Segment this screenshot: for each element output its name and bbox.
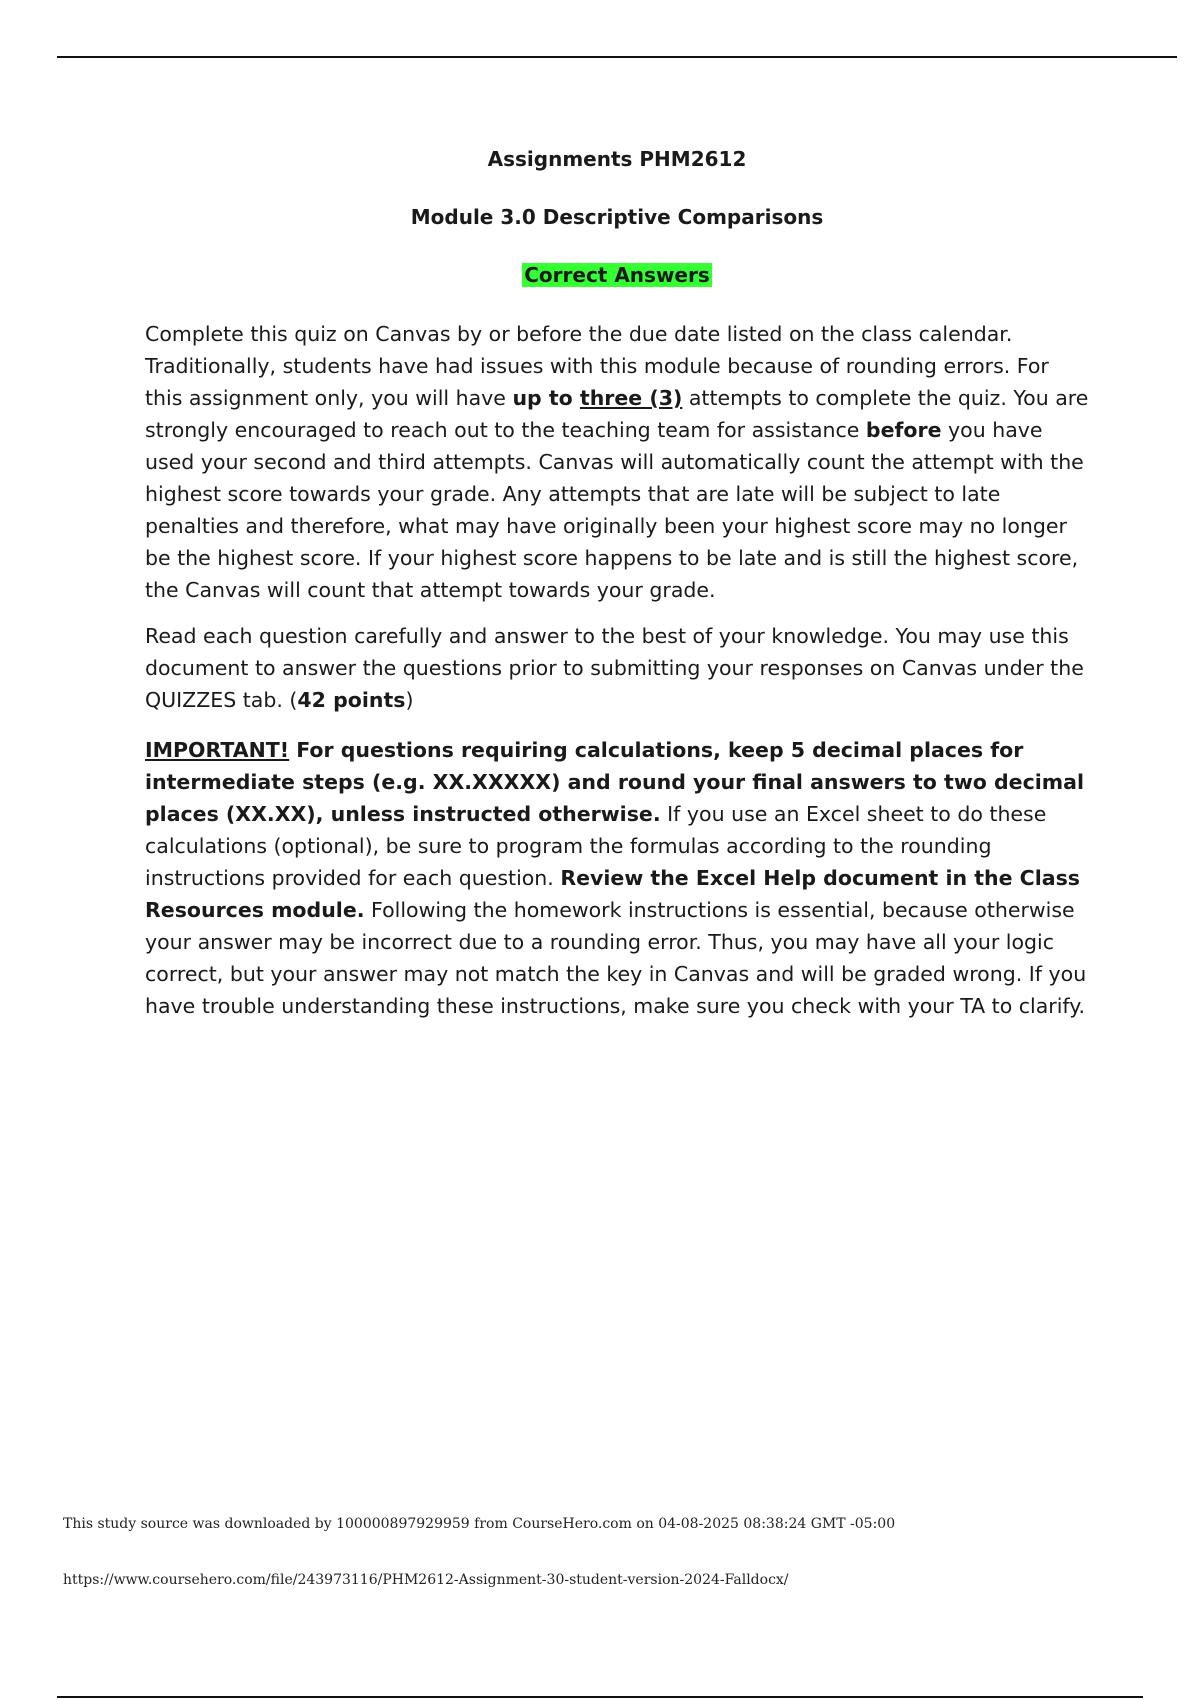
text-run: you have used your second and third attempts. Canvas will automatically count the attempt with the highest score towards your grade. Any attempts that are late will be subject to late penalties and therefore, what may have originally been your highest score may no longer be the highest score. If your highest score happens to be late and is still the highest score, the Canvas will count that attempt towards your grade.: [145, 418, 1084, 602]
bold-run: before: [865, 418, 942, 442]
bold-run: Review the Excel Help document in the Class Resources module.: [145, 866, 1080, 922]
bold-run: For questions requiring calculations, keep 5 decimal places for intermediate steps (e.g. XX.XXXXX) and round your final answers to two decimal places (XX.XX), unless instructed otherwise.: [145, 738, 1084, 826]
correct-answers-highlight: Correct Answers: [524, 263, 710, 287]
attempts-count: three (3): [579, 386, 683, 410]
top-rule: [57, 56, 1177, 58]
instructions-paragraph-1: [145, 318, 1090, 606]
points-total: 42 points: [297, 688, 406, 712]
module-title: Module 3.0 Descriptive Comparisons: [410, 205, 824, 229]
correct-answers-heading: [0, 263, 1200, 287]
instructions-paragraph-2: [145, 620, 1090, 716]
text-run: ): [405, 688, 414, 712]
text-run: If you use an Excel sheet to do these calculations (optional), be sure to program the formulas according to the rounding instructions provided for each question.: [145, 802, 1047, 890]
important-label: IMPORTANT!: [145, 738, 290, 762]
text-run: attempts to complete the quiz. You are strongly encouraged to reach out to the teaching team for assistance: [145, 386, 1089, 442]
text-run: Following the homework instructions is essential, because otherwise your answer may be incorrect due to a rounding error. Thus, you may have all your logic correct, but your answer may not match the key in Canvas and will be graded wrong. If you have trouble understanding these instructions, make sure you check with your TA to clarify.: [145, 898, 1087, 1018]
source-url: https://www.coursehero.com/file/243973116/PHM2612-Assignment-30-student-version-2024-Falldocx/: [63, 1572, 789, 1588]
text-run: Complete this quiz on Canvas by or before the due date listed on the class calendar. Traditionally, students have had issues with this module because of rounding errors. For this assignment only, you will have: [145, 322, 1049, 410]
text-run: Read each question carefully and answer to the best of your knowledge. You may use this document to answer the questions prior to submitting your responses on Canvas under the QUIZZES tab. (: [145, 624, 1084, 712]
course-title: Assignments PHM2612: [487, 147, 747, 171]
download-note: This study source was downloaded by 100000897929959 from CourseHero.com on 04-08-2025 08:38:24 GMT -05:00: [63, 1516, 896, 1532]
bottom-rule: [57, 1696, 1143, 1698]
bold-run: up to: [512, 386, 580, 410]
instructions-paragraph-3: [145, 734, 1090, 1022]
